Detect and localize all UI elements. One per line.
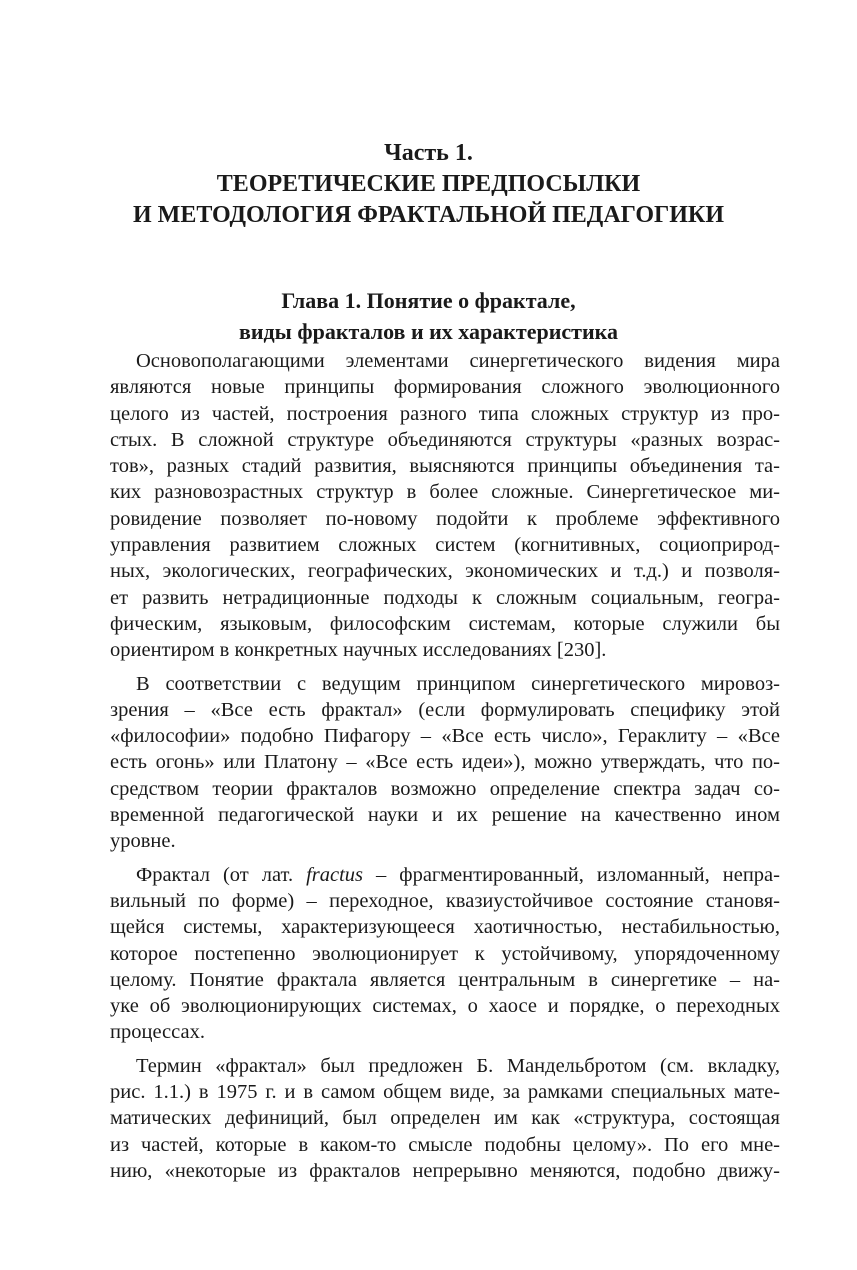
text-line: зрения – «Все есть фрактал» (если формулировать специфику этой — [110, 698, 780, 721]
part-title-line-1: ТЕОРЕТИЧЕСКИЕ ПРЕДПОСЫЛКИ — [216, 171, 641, 197]
text-line: управления развитием сложных систем (когнитивных, социоприрод- — [110, 534, 780, 557]
text-line: стых. В сложной структуре объединяются структуры «разных возрас- — [110, 428, 780, 451]
text-line: ных, экологических, географических, экономических и т.д.) и позволя- — [110, 560, 780, 583]
paragraph-2 — [110, 671, 780, 855]
text-line — [110, 862, 780, 888]
text-line: уке об эволюционирующих системах, о хаосе и порядке, о переходных — [110, 995, 780, 1018]
text-line: щейся системы, характеризующееся хаотичностью, нестабильностью, — [110, 916, 780, 939]
text-line: тов», разных стадий развития, выясняются принципы объединения та- — [110, 455, 780, 478]
paragraph-3 — [110, 862, 780, 1046]
text-line: временной педагогической науки и их решение на качественно ином — [110, 804, 780, 827]
body-text — [110, 348, 780, 1184]
text-run: Фрактал (от лат. — [136, 863, 307, 886]
chapter-heading — [60, 285, 797, 347]
part-title-line-2: И МЕТОДОЛОГИЯ ФРАКТАЛЬНОЙ ПЕДАГОГИКИ — [133, 202, 724, 228]
text-line: ет развить нетрадиционные подходы к сложным социальным, геогра- — [110, 586, 780, 609]
text-line: ровидение позволяет по-новому подойти к проблеме эффективного — [110, 507, 780, 530]
text-line: рис. 1.1.) в 1975 г. и в самом общем виде, за рамками специальных мате- — [110, 1081, 780, 1104]
text-line: целого из частей, построения разного типа сложных структур из про- — [110, 402, 780, 425]
text-line: которое постепенно эволюционирует к устойчивому, упорядоченному — [110, 942, 780, 965]
text-line: фическим, языковым, философским системам, которые служили бы — [110, 612, 780, 635]
paragraph-1 — [110, 348, 780, 664]
text-line: уровне. — [110, 830, 176, 853]
text-line: ких разновозрастных структур в более сложные. Синергетическое ми- — [110, 481, 780, 504]
text-run: – фрагментированный, изломанный, непра- — [363, 863, 780, 886]
paragraph-4 — [110, 1053, 780, 1184]
chapter-title-line-2: виды фракталов и их характеристика — [239, 319, 618, 344]
part-label: Часть 1. — [384, 140, 473, 166]
text-line: Основополагающими элементами синергетического видения мира — [136, 350, 780, 372]
text-line: целому. Понятие фрактала является центральным в синергетике – на- — [110, 968, 780, 991]
part-heading — [60, 138, 797, 231]
text-line: есть огонь» или Платону – «Все есть идеи»), можно утверждать, что по- — [110, 751, 780, 774]
text-line: процессах. — [110, 1021, 205, 1044]
latin-term: fractus — [306, 863, 364, 886]
text-line: средством теории фракталов возможно определение спектра задач со- — [110, 777, 780, 800]
chapter-title-line-1: Глава 1. Понятие о фрактале, — [281, 288, 576, 313]
text-line: ориентиром в конкретных научных исследованиях [230]. — [110, 639, 607, 662]
text-line: Термин «фрактал» был предложен Б. Мандельбротом (см. вкладку, — [136, 1054, 780, 1077]
text-line: нию, «некоторые из фракталов непрерывно меняются, подобно движу- — [110, 1159, 780, 1182]
text-line: вильный по форме) – переходное, квазиустойчивое состояние становя- — [110, 889, 780, 912]
text-line: являются новые принципы формирования сложного эволюционного — [110, 376, 780, 399]
text-line: из частей, которые в каком-то смысле подобны целому». По его мне- — [110, 1133, 780, 1156]
text-line: В соответствии с ведущим принципом синергетического мировоз- — [136, 672, 780, 695]
text-line: «философии» подобно Пифагору – «Все есть число», Гераклиту – «Все — [110, 725, 780, 748]
text-line: матических дефиниций, был определен им как «структура, состоящая — [110, 1107, 780, 1130]
